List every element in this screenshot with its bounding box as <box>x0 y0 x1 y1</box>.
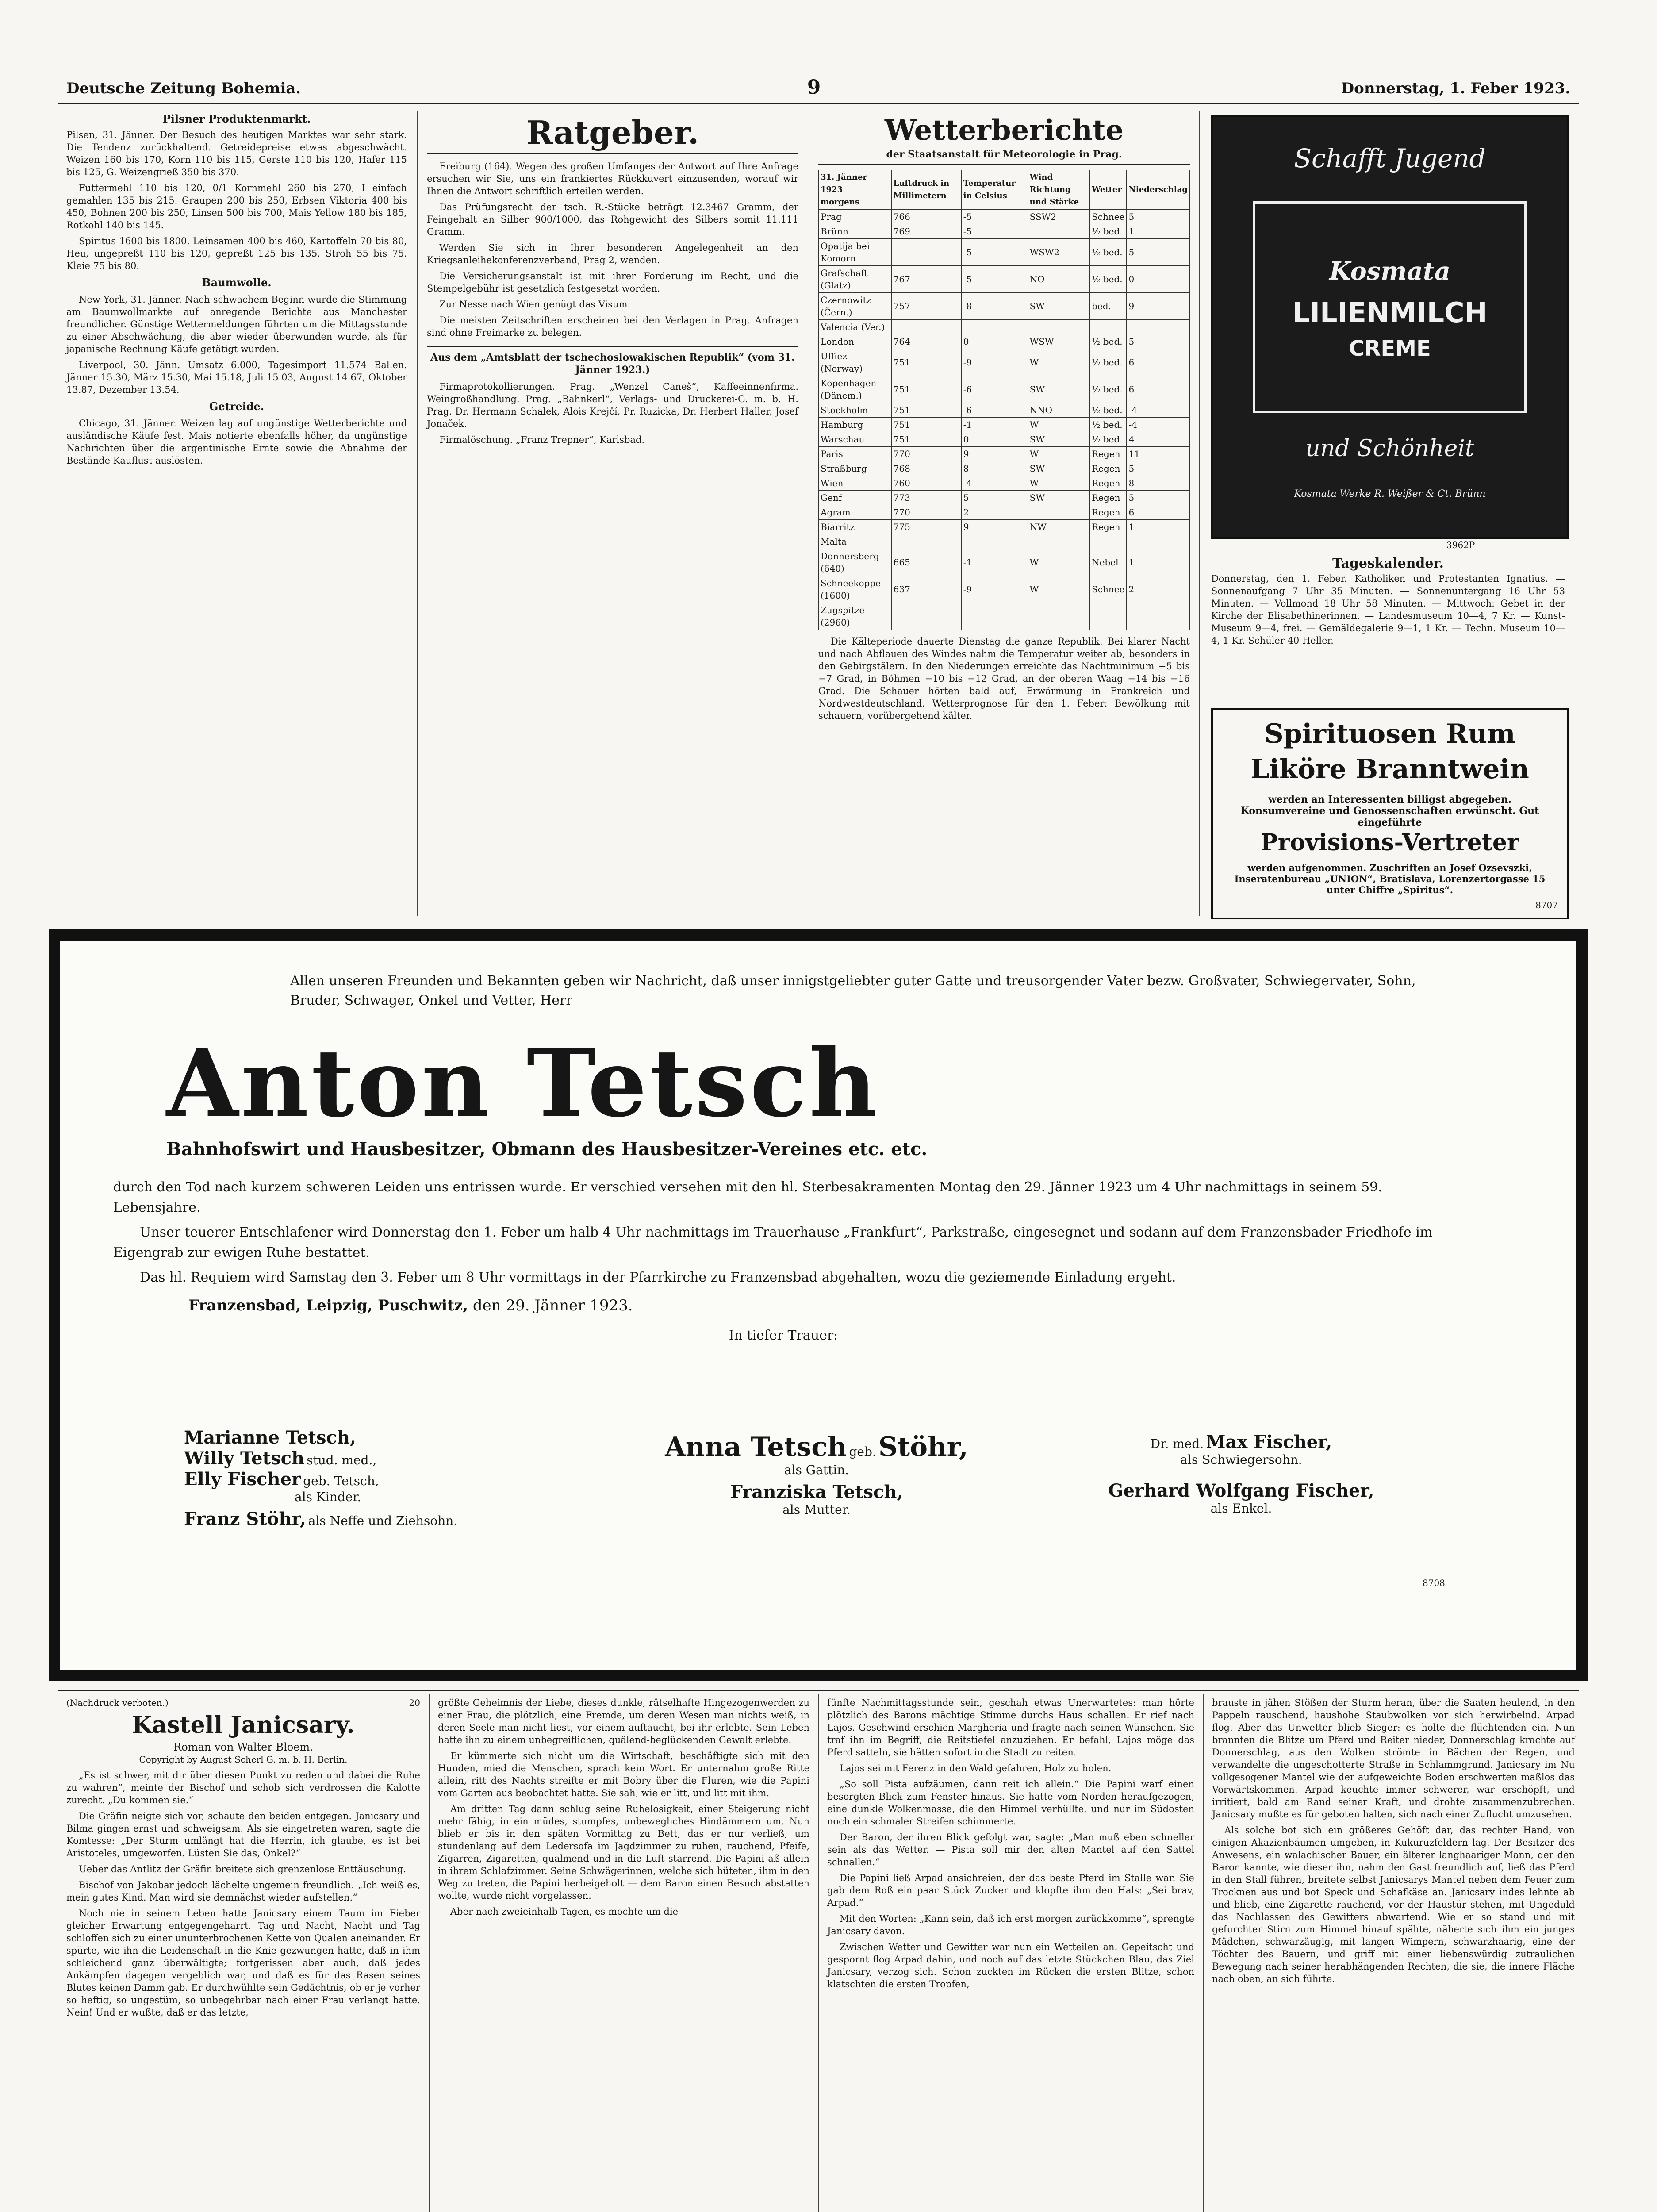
weather-cell: 9 <box>961 447 1028 461</box>
weather-cell: 637 <box>891 576 961 603</box>
signer-title: Dr. med. <box>1150 1436 1204 1451</box>
weather-cell: 6 <box>1127 376 1190 403</box>
weather-cell: ½ bed. <box>1090 266 1127 293</box>
weather-cell: 0 <box>961 334 1028 349</box>
novel-paragraph: „Es ist schwer, mit dir über diesen Punkt zu reden und dabei die Ruhe zu wahren“, meinte der Bischof und schob sich verdrossen die Kalotte zurecht. „Du kommen sie.“ <box>66 1770 420 1805</box>
station-cell: Valencia (Ver.) <box>819 320 892 334</box>
weather-cell: 775 <box>891 520 961 534</box>
novel-paragraph: Noch nie in seinem Leben hatte Janicsary einem Taum im Fieber gleicher Erwartung entgegengeharrt. Tag und Nacht, Nacht und Tag schloffen sich zu einer ununterbrochenen Kette von Qualen aneinander. Er spürte, wie ihn die Leidenschaft in die Knie gezwungen hatte, daß in ihm schleichend ganz überwältigte; fortgerissen aber auch, daß jedes Ankämpfen dagegen vergeblich war, und daß es für das Rasen seines Blutes keinen Damm gab. Er durchwühlte sein Gedächtnis, ob er je vorher so heftig, so ungestüm, so unbegehrbar nach einer Frau verlangt hatte. Nein! Und er wußte, daß er das letzte, <box>66 1908 420 2018</box>
signer-relation: als Enkel. <box>1210 1501 1272 1516</box>
signer-line <box>1042 1432 1440 1452</box>
header-rule <box>58 103 1579 104</box>
weather-cell <box>961 534 1028 549</box>
market-paragraph: Chicago, 31. Jänner. Weizen lag auf ungünstige Wetterberichte und ausländische Käufe fest. Mais notierte ebenfalls höher, da ungünstige Nachrichten über die argentinische Ernte sowie die Abnahme der Bestände Kauflust auslösten. <box>66 418 407 466</box>
obituary-date: den 29. Jänner 1923. <box>472 1297 633 1314</box>
weather-cell: ½ bed. <box>1090 224 1127 239</box>
spirits-line2: Liköre Branntwein <box>1250 754 1529 785</box>
weather-cell: 5 <box>1127 461 1190 476</box>
novel-paragraph: „So soll Pista aufzäumen, dann reit ich allein.“ Die Papini warf einen besorgten Blick zum Fenster hinaus. Sie hatte vom Norden heraufgezogen, eine dunkle Wolkenmasse, die den Himmel verhüllte, und nur im Südosten noch ein schmaler Streifen schimmerte. <box>827 1779 1194 1827</box>
advice-paragraph: Das Prüfungsrecht der tsch. R.-Stücke beträgt 12.3467 Gramm, der Feingehalt an Silber 900/1000, das Rohgewicht des Silbers somit 11.111 Gramm. <box>427 202 798 237</box>
requiem-text: Das hl. Requiem wird Samstag den 3. Feber um 8 Uhr vormittags in der Pfarrkirche zu Franzensbad abgehalten, wozu die geziemende Einladung ergeht. <box>140 1270 1176 1285</box>
weather-cell: -9 <box>961 349 1028 376</box>
column-rule <box>429 1694 430 2212</box>
weather-cell: 5 <box>961 491 1028 505</box>
weather-cell: ½ bed. <box>1090 403 1127 418</box>
weather-header-row <box>819 170 1190 210</box>
market-subsection: Getreide. <box>209 400 265 413</box>
weather-cell: 764 <box>891 334 961 349</box>
weather-cell: 751 <box>891 432 961 447</box>
issue-date: Donnerstag, 1. Feber 1923. <box>1341 80 1570 97</box>
weather-cell: 6 <box>1127 505 1190 520</box>
novel-paragraph: Als solche bot sich ein größeres Gehöft dar, das rechter Hand, von einigen Akazienbäumen umgeben, in Kukuruzfeldern lag. Der Besitzer des Anwesens, ein walachischer Bauer, ein älterer langhaariger Mann, der den Baron kannte, wie dieser ihn, nahm den Gast freundlich auf, ließ das Pferd in den Stall führen, breitete selbst Janicsarys Mantel neben dem Feuer zum Trocknen aus und bot Speck und Schafkäse an. Janicsary indes lehnte ab und blieb, eine Zigarette rauchend, vor der Haustür stehen, mit Ungeduld das Nachlassen des Gewitters abwartend. Wie er so stand und mit gefurchter Stirn zum Himmel hinauf spähte, näherte sich ihm ein junges Mädchen, schwarzäugig, mit langen Wimpern, schwarzhaarig, eine der Töchter des Bauern, und griff mit einer liebenswürdig zutraulichen Bewegung nach seiner herabhängenden Rechten, die sie, die innere Fläche nach oben, an sich führte. <box>1212 1825 1575 1984</box>
calendar-text: Donnerstag, den 1. Feber. Katholiken und Protestanten Ignatius. — Sonnenaufgang 7 Uhr 35 Minuten. — Sonnenuntergang 16 Uhr 53 Minuten. — Vollmond 18 Uhr 58 Minuten. — Mittwoch: Gebet in der Kirche der Elisabethinerinnen. — Landesmuseum 10—4, 7 Kr. — Kunst-Museum 9—4, frei. — Gemäldegalerie 9—1, 1 Kr. — Techn. Museum 10—4, 1 Kr. Schüler 40 Heller. <box>1211 573 1565 646</box>
weather-cell: -4 <box>1127 418 1190 432</box>
novel-paragraph: Zwischen Wetter und Gewitter war nun ein Wetteilen an. Gepeitscht und gespornt flog Arpad dahin, und noch auf das letzte Stückchen Blau, das Ziel Janicsary, verzog sich. Schon zuckten im Rücken die ersten Blitze, schon klatschten die ersten Tropfen, <box>827 1942 1194 1989</box>
weather-cell <box>1090 320 1127 334</box>
paper-title: Deutsche Zeitung Bohemia. <box>66 80 301 97</box>
weather-cell: SW <box>1028 293 1089 320</box>
weather-cell: SW <box>1028 376 1089 403</box>
signer-name: Franz Stöhr, <box>184 1509 306 1529</box>
weather-cell: Regen <box>1090 505 1127 520</box>
obituary-place-date <box>188 1297 1454 1314</box>
widow-name: Anna Tetsch <box>665 1432 847 1463</box>
obituary-place: Franzensbad, Leipzig, Puschwitz, <box>188 1297 468 1314</box>
newspaper-page <box>31 27 1579 2212</box>
weather-cell: W <box>1028 476 1089 491</box>
feuilleton-rule <box>58 1690 1579 1691</box>
signer-relation: als Kinder. <box>295 1490 361 1504</box>
weather-row <box>819 491 1190 505</box>
market-column <box>66 113 407 470</box>
weather-cell: -5 <box>961 210 1028 224</box>
novel-paragraph: Bischof von Jakobar jedoch lächelte ungemein freundlich. „Ich weiß es, mein gutes Kind. Man wird sie demnächst wieder aufstellen.“ <box>66 1880 420 1903</box>
time-label: morgens <box>821 197 859 207</box>
weather-cell: ½ bed. <box>1090 376 1127 403</box>
weather-cell: 768 <box>891 461 961 476</box>
obituary-notice <box>49 929 1588 1681</box>
station-cell: London <box>819 334 892 349</box>
weather-rows <box>819 210 1190 630</box>
weather-cell: SW <box>1028 432 1089 447</box>
weather-row <box>819 210 1190 224</box>
deceased-occupation: Bahnhofswirt und Hausbesitzer, Obmann des Hausbesitzer-Vereines etc. etc. <box>166 1139 928 1160</box>
weather-row <box>819 293 1190 320</box>
weather-cell: 8 <box>961 461 1028 476</box>
weather-cell: -6 <box>961 403 1028 418</box>
weather-cell: -1 <box>961 418 1028 432</box>
station-cell: Prag <box>819 210 892 224</box>
weather-cell <box>891 534 961 549</box>
weather-cell: -5 <box>961 239 1028 266</box>
advice-paragraph: Werden Sie sich in Ihrer besonderen Angelegenheit an den Kriegsanleihekonferenzverband, Prag 2, wenden. <box>427 242 798 265</box>
weather-cell: -6 <box>961 376 1028 403</box>
weather-title: Wetterberichte <box>884 114 1124 147</box>
obituary-text: durch den Tod nach kurzem schweren Leiden uns entrissen wurde. Er verschied versehen mit den hl. Sterbesakramenten Montag den 29. Jänner 1923 um 4 Uhr nachmittags in seinem 59. Lebensjahre. <box>113 1179 1382 1215</box>
market-section-title: Pilsner Produktenmarkt. <box>162 112 311 125</box>
advice-paragraph: Die Versicherungsanstalt ist mit ihrer Forderung im Recht, und die Stempelgebühr ist gesetzlich festgesetzt worden. <box>427 271 798 294</box>
column-header: Temperatur in Celsius <box>961 170 1028 210</box>
market-subsection: Baumwolle. <box>202 276 272 289</box>
widow-line <box>618 1432 1016 1463</box>
novel-paragraph: Ueber das Antlitz der Gräfin breitete sich grenzenlose Enttäuschung. <box>79 1864 407 1874</box>
novel-paragraph: Aber nach zweieinhalb Tagen, es mochte um die <box>450 1906 679 1917</box>
weather-row <box>819 520 1190 534</box>
weather-cell: Regen <box>1090 461 1127 476</box>
weather-cell: 1 <box>1127 549 1190 576</box>
station-cell: Donnersberg (640) <box>819 549 892 576</box>
weather-cell <box>1028 224 1089 239</box>
weather-cell <box>1028 505 1089 520</box>
weather-row <box>819 239 1190 266</box>
weather-cell: 4 <box>1127 432 1190 447</box>
weather-cell: 751 <box>891 376 961 403</box>
station-cell: Zugspitze (2960) <box>819 603 892 630</box>
reprint-notice: (Nachdruck verboten.) <box>66 1697 169 1708</box>
station-cell: Malta <box>819 534 892 549</box>
weather-subtitle: der Staatsanstalt für Meteorologie in Prag. <box>818 148 1190 165</box>
weather-cell: 5 <box>1127 239 1190 266</box>
obituary-content <box>113 972 1454 1588</box>
weather-cell: WSW2 <box>1028 239 1089 266</box>
weather-cell: NW <box>1028 520 1089 534</box>
weather-cell: 0 <box>961 432 1028 447</box>
weather-table <box>818 170 1190 630</box>
weather-row <box>819 320 1190 334</box>
weather-cell: 5 <box>1127 210 1190 224</box>
weather-cell: -8 <box>961 293 1028 320</box>
spirits-line4: Provisions-Vertreter <box>1260 829 1519 856</box>
gazette-paragraph: Firmalöschung. „Franz Trepner“, Karlsbad. <box>439 434 645 445</box>
weather-row <box>819 432 1190 447</box>
weather-row <box>819 349 1190 376</box>
novel-paragraph: Der Baron, der ihren Blick gefolgt war, sagte: „Man muß eben schneller sein als das Wetter. — Pista soll mir den alten Mantel auf den Sattel schnallen.“ <box>827 1832 1194 1867</box>
column-header: Luftdruck in Millimetern <box>891 170 961 210</box>
weather-row <box>819 447 1190 461</box>
ad-frame <box>1253 201 1527 413</box>
weather-cell: WSW <box>1028 334 1089 349</box>
kosmata-ad <box>1211 115 1569 539</box>
weather-cell <box>1090 603 1127 630</box>
station-cell: Uffiez (Norway) <box>819 349 892 376</box>
spirits-line5: werden aufgenommen. Zuschriften an Josef Ozsevszki, Inseratenbureau „UNION“, Bratislava, Lorenzertorgasse 15 unter Chiffre „Spiritus“. <box>1234 862 1546 895</box>
weather-cell: ½ bed. <box>1090 349 1127 376</box>
column-header: Niederschlag <box>1127 170 1190 210</box>
weather-cell: 766 <box>891 210 961 224</box>
station-cell: Opatija bei Komorn <box>819 239 892 266</box>
weather-cell: 6 <box>1127 349 1190 376</box>
novel-paragraph: Lajos sei mit Ferenz in den Wald gefahren, Holz zu holen. <box>840 1763 1112 1774</box>
station-cell: Straßburg <box>819 461 892 476</box>
weather-cell <box>961 320 1028 334</box>
weather-cell: ½ bed. <box>1090 334 1127 349</box>
weather-cell: Regen <box>1090 447 1127 461</box>
weather-cell: Schnee <box>1090 210 1127 224</box>
ad-maker: Kosmata Werke R. Weißer & Ct. Brünn <box>1294 488 1486 499</box>
novel-column-3 <box>827 1697 1194 1994</box>
weather-cell: 769 <box>891 224 961 239</box>
weather-cell: 1 <box>1127 224 1190 239</box>
spirits-code: 8707 <box>1535 900 1558 910</box>
station-cell: Paris <box>819 447 892 461</box>
station-cell: Agram <box>819 505 892 520</box>
weather-cell: Nebel <box>1090 549 1127 576</box>
ad-slogan-top: Schafft Jugend <box>1294 143 1486 173</box>
market-paragraph: Pilsen, 31. Jänner. Der Besuch des heutigen Marktes war sehr stark. Die Tendenz zurückhaltend. Getreidepreise etwas abgeschwächt. Weizen 160 bis 170, Korn 110 bis 115, Gerste 110 bis 120, Hafer 115 bis 125, G. Weizengrieß 350 bis 370. <box>66 130 407 177</box>
weather-cell <box>891 239 961 266</box>
novel-paragraph: Mit den Worten: „Kann sein, daß ich erst morgen zurückkomme“, sprengte Janicsary davon. <box>827 1913 1194 1936</box>
column-header: Wind Richtung und Stärke <box>1028 170 1089 210</box>
market-paragraph: Futtermehl 110 bis 120, 0/1 Kornmehl 260 bis 270, I einfach gemahlen 135 bis 215. Graupen 200 bis 250, Erbsen Viktoria 400 bis 450, Bohnen 200 bis 250, Linsen 500 bis 700, Mais Yellow 180 bis 185, Rotkohl 140 bis 145. <box>66 183 407 230</box>
novel-header-line <box>66 1697 420 1710</box>
weather-cell: Schnee <box>1090 576 1127 603</box>
weather-cell <box>1127 534 1190 549</box>
signer-name: Max Fischer, <box>1206 1432 1332 1452</box>
weather-cell: ½ bed. <box>1090 418 1127 432</box>
advice-title: Ratgeber. <box>427 113 798 154</box>
weather-column <box>818 113 1190 726</box>
weather-cell: 9 <box>961 520 1028 534</box>
signer-name: Elly Fischer <box>184 1469 301 1490</box>
ad-code: 3962P <box>1446 540 1475 550</box>
advice-paragraph: Die meisten Zeitschriften erscheinen bei den Verlagen in Prag. Anfragen sind ohne Freimarke zu belegen. <box>427 315 798 338</box>
page-number: 9 <box>807 76 821 99</box>
weather-cell: SW <box>1028 461 1089 476</box>
novel-paragraph: größte Geheimnis der Liebe, dieses dunkle, rätselhafte Hingezogenwerden zu einer Frau, die plötzlich, eine Fremde, um deren Wesen man nichts weiß, in deren Seele man nicht liest, vor einem auftaucht, bei ihr erlebte. Sein Leben hatte ihn zu einem unbegreiflichen, quälend-beglückenden Gewalt erlebte. <box>438 1697 809 1745</box>
station-cell: Biarritz <box>819 520 892 534</box>
weather-cell: Regen <box>1090 491 1127 505</box>
date-header <box>819 170 892 210</box>
station-cell: Czernowitz (Čern.) <box>819 293 892 320</box>
weather-cell <box>891 320 961 334</box>
signer-suffix: stud. med., <box>307 1453 377 1467</box>
column-rule <box>417 111 418 916</box>
weather-cell: -4 <box>961 476 1028 491</box>
weather-cell: 5 <box>1127 491 1190 505</box>
weather-cell: W <box>1028 447 1089 461</box>
weather-cell: 2 <box>961 505 1028 520</box>
novel-column-2 <box>438 1697 809 1921</box>
weather-text: Die Kälteperiode dauerte Dienstag die ganze Republik. Bei klarer Nacht und nach Abflauen des Windes nahm die Temperatur weiter ab, besonders in den Gebirgstälern. In den Niederungen erreichte das Nachtminimum −5 bis −7 Grad, in Böhmen −10 bis −12 Grad, an der oberen Waag −14 bis −16 Grad. Die Schauer hörten bald auf, Erwärmung in Frankreich und Nordwestdeutschland. Wetterprognose für den 1. Feber: Bewölkung mit schauern, vorübergehend kälter. <box>818 636 1190 721</box>
weather-cell: 8 <box>1127 476 1190 491</box>
calendar-title: Tageskalender. <box>1332 556 1444 571</box>
calendar-block <box>1211 557 1565 650</box>
station-cell: Brünn <box>819 224 892 239</box>
novel-paragraph: Die Papini ließ Arpad ansichreien, der das beste Pferd im Stalle war. Sie gab dem Roß ein paar Stück Zucker und klopfte ihm den Hals: „Sei brav, Arpad.“ <box>827 1873 1194 1908</box>
funeral-text: Unser teuerer Entschlafener wird Donnerstag den 1. Feber um halb 4 Uhr nachmittags im Trauerhause „Frankfurt“, Parkstraße, eingesegnet und sodann auf dem Franzensbader Friedhofe im Eigengrab zur ewigen Ruhe bestattet. <box>113 1225 1433 1260</box>
signer-line <box>184 1469 582 1490</box>
station-cell: Schneekoppe (1600) <box>819 576 892 603</box>
spirits-line3: werden an Interessenten billigst abgegeben. Konsumvereine und Genossenschaften erwünscht. Gut eingeführte <box>1240 794 1539 828</box>
widow-maiden: Stöhr, <box>878 1432 968 1463</box>
weather-cell: -5 <box>961 266 1028 293</box>
novel-paragraph: fünfte Nachmittagsstunde sein, geschah etwas Unerwartetes: man hörte plötzlich des Barons mächtige Stimme durchs Haus schallen. Er rief nach Lajos. Geschwind erschien Margheria und fragte nach seinen Wünschen. Sie traf ihn im Begriff, die Reitstiefel anzuziehen. Er befahl, Lajos möge das Pferd satteln, sie hätten sofort in die Stadt zu reiten. <box>827 1697 1194 1758</box>
novel-paragraph: Die Gräfin neigte sich vor, schaute den beiden entgegen. Janicsary und Bilma gingen ernst und schweigsam. Als sie eingetreten waren, sagte die Komtesse: „Der Sturm umlängt hat die Herrin, ich glaube, es ist bei Aristoteles, umgeworfen. Lüsten Sie das, Onkel?“ <box>66 1811 420 1859</box>
weather-cell <box>1028 320 1089 334</box>
ad-product-type: CREME <box>1349 336 1431 361</box>
weather-cell: -4 <box>1127 403 1190 418</box>
weather-cell: 11 <box>1127 447 1190 461</box>
weather-row <box>819 403 1190 418</box>
signer-name: Gerhard Wolfgang Fischer, <box>1108 1480 1374 1501</box>
weather-cell: SSW2 <box>1028 210 1089 224</box>
ad-slogan-bottom: und Schönheit <box>1305 435 1474 462</box>
station-cell: Grafschaft (Glatz) <box>819 266 892 293</box>
weather-cell: SW <box>1028 491 1089 505</box>
weather-cell: ½ bed. <box>1090 239 1127 266</box>
station-cell: Kopenhagen (Dänem.) <box>819 376 892 403</box>
advice-paragraph: Zur Nesse nach Wien genügt das Visum. <box>439 299 631 310</box>
widow-geb: geb. <box>849 1444 876 1459</box>
weather-cell: 767 <box>891 266 961 293</box>
column-rule <box>1199 111 1200 916</box>
novel-column-1 <box>66 1697 420 2022</box>
weather-cell: 770 <box>891 447 961 461</box>
weather-cell: Regen <box>1090 476 1127 491</box>
column-header: Wetter <box>1090 170 1127 210</box>
weather-row <box>819 576 1190 603</box>
weather-row <box>819 418 1190 432</box>
weather-cell <box>891 603 961 630</box>
weather-cell: Regen <box>1090 520 1127 534</box>
weather-cell: 751 <box>891 349 961 376</box>
signer-name: Franziska Tetsch, <box>730 1482 903 1502</box>
weather-cell: -1 <box>961 549 1028 576</box>
signer-relation: als Schwiegersohn. <box>1180 1452 1302 1467</box>
family-signatures <box>618 1432 1016 1517</box>
spirits-ad <box>1211 708 1569 919</box>
signer-relation: als Mutter. <box>782 1502 851 1517</box>
weather-cell: 751 <box>891 403 961 418</box>
weather-cell: 757 <box>891 293 961 320</box>
weather-cell: 773 <box>891 491 961 505</box>
weather-cell: W <box>1028 549 1089 576</box>
station-cell: Hamburg <box>819 418 892 432</box>
weather-cell: ½ bed. <box>1090 432 1127 447</box>
column-rule <box>818 1694 819 2212</box>
deceased-name: Anton Tetsch <box>166 1029 880 1138</box>
weather-cell <box>1127 603 1190 630</box>
weather-cell: 751 <box>891 418 961 432</box>
weather-cell: 1 <box>1127 520 1190 534</box>
market-paragraph: Liverpool, 30. Jänn. Umsatz 6.000, Tagesimport 11.574 Ballen. Jänner 15.30, März 15.30, Mai 15.18, Juli 15.03, August 14.67, Oktober 13.87, Dezember 13.54. <box>66 360 407 395</box>
station-cell: Genf <box>819 491 892 505</box>
weather-row <box>819 376 1190 403</box>
signer-name: Willy Tetsch <box>184 1448 305 1469</box>
weather-cell: 770 <box>891 505 961 520</box>
weather-row <box>819 476 1190 491</box>
weather-cell <box>961 603 1028 630</box>
column-rule <box>1203 1694 1204 2212</box>
signer-line <box>184 1448 582 1469</box>
ad-brand: Kosmata <box>1329 257 1450 286</box>
weather-cell: -9 <box>961 576 1028 603</box>
weather-cell: NNO <box>1028 403 1089 418</box>
weather-cell: bed. <box>1090 293 1127 320</box>
weather-row <box>819 549 1190 576</box>
weather-cell: 665 <box>891 549 961 576</box>
weather-cell <box>1127 320 1190 334</box>
gazette-paragraph: Firmaprotokollierungen. Prag. „Wenzel Caneš“, Kaffeeinnenfirma. Weingroßhandlung. Prag. „Bahnkerl“, Verlags- und Druckerei-G. m. b. H. Prag. Dr. Hermann Schalek, Alois Krejčí, Pr. Ruzicka, Dr. Herbert Haller, Josef Jonaček. <box>427 381 798 429</box>
signer-suffix: geb. Tetsch, <box>303 1474 379 1488</box>
obituary-code: 8708 <box>1423 1578 1445 1588</box>
signer-line <box>184 1509 582 1529</box>
weather-cell: -5 <box>961 224 1028 239</box>
weather-row <box>819 334 1190 349</box>
gazette-title: Aus dem „Amtsblatt der tschechoslowakischen Republik“ (vom 31. Jänner 1923.) <box>427 346 798 376</box>
weather-cell: 5 <box>1127 334 1190 349</box>
weather-cell: 760 <box>891 476 961 491</box>
station-cell: Stockholm <box>819 403 892 418</box>
advice-column <box>427 113 798 449</box>
market-paragraph: Spiritus 1600 bis 1800. Leinsamen 400 bis 460, Kartoffeln 70 bis 80, Heu, ungepreßt 110 bis 120, gepreßt 125 bis 135, Stroh 55 bis 75. Kleie 75 bis 80. <box>66 236 407 271</box>
children-signatures <box>184 1427 582 1529</box>
weather-cell: W <box>1028 349 1089 376</box>
weather-cell: 9 <box>1127 293 1190 320</box>
weather-cell <box>1090 534 1127 549</box>
novel-title: Kastell Janicsary. <box>132 1712 355 1739</box>
weather-cell: NO <box>1028 266 1089 293</box>
novel-paragraph: Er kümmerte sich nicht um die Wirtschaft, beschäftigte sich mit den Hunden, mied die Menschen, sprach kein Wort. Er unternahm große Ritte allein, ritt des Nachts streifte er mit Bobry über die Fluren, wie die Papini vom Garten aus beobachtet hatte. Sie sah, wie er litt, und litt mit ihm. <box>438 1751 809 1798</box>
weather-cell: 2 <box>1127 576 1190 603</box>
novel-paragraph: Am dritten Tag dann schlug seine Ruhelosigkeit, einer Steigerung nicht mehr fähig, in ein müdes, stumpfes, unbewegliches Hindämmern um. Nun blieb er bis in den späten Vormittag zu Bett, das er nur verließ, um stundenlang auf dem Ledersofa im Jagdzimmer zu ruhen, rauchend, Pfeife, Zigarren, Zigaretten, qualmend und in die Luft starrend. Die Papini aß allein in ihrem Schlafzimmer. Seine Schwägerinnen, welche sich hüteten, ihm in den Weg zu treten, die Papini herbeigeholt — dem Baron einen Besuch abstatten wollte, wurde nicht vorgelassen. <box>438 1804 809 1901</box>
weather-row <box>819 534 1190 549</box>
novel-paragraph: brauste in jähen Stößen der Sturm heran, über die Saaten heulend, in den Pappeln rauschend, haushohe Staubwolken vor sich herwirbelnd. Arpad flog. Aber das Unwetter blieb Sieger: es holte die flüchtenden ein. Nun brannten die Blitze um Pferd und Reiter nieder, Donnerschlag krachte auf Donnerschlag, aus den Wolken strömte in Bächen der Regen, und verwandelte die ungeschotterte Straße in Schlammgrund. Janicsary im Nu vollgesogener Mantel wie der aufgeweichte Boden erschwerten maßlos das Vorwärtskommen. Arpad keuchte immer schwerer, war erschöpft, und irritiert, bald am Rand seiner Kraft, und drohte zusammenzubrechen. Janicsary mußte es für geboten halten, sich nach einer Zuflucht umzusehen. <box>1212 1697 1575 1820</box>
weather-row <box>819 224 1190 239</box>
ad-product: LILIENMILCH <box>1292 296 1488 329</box>
weather-cell: W <box>1028 418 1089 432</box>
weather-row <box>819 603 1190 630</box>
weather-cell <box>1028 603 1089 630</box>
inlaw-signatures <box>1042 1432 1440 1516</box>
novel-column-4 <box>1212 1697 1575 1989</box>
weather-row <box>819 505 1190 520</box>
weather-cell <box>1028 534 1089 549</box>
weather-cell: W <box>1028 576 1089 603</box>
novel-copyright: Copyright by August Scherl G. m. b. H. Berlin. <box>139 1754 348 1765</box>
signer-name: Marianne Tetsch, <box>184 1427 356 1448</box>
advice-paragraph: Freiburg (164). Wegen des großen Umfanges der Antwort auf Ihre Anfrage ersuchen wir Sie, uns ein frankiertes Rückkuvert einzusenden, worauf wir Ihnen die Antwort schriftlich erteilen werden. <box>427 161 798 196</box>
weather-row <box>819 266 1190 293</box>
date-label: 31. Jänner 1923 <box>821 173 867 194</box>
installment-number: 20 <box>409 1697 420 1708</box>
mourning-label: In tiefer Trauer: <box>729 1328 838 1343</box>
weather-row <box>819 461 1190 476</box>
station-cell: Warschau <box>819 432 892 447</box>
novel-subtitle: Roman von Walter Bloem. <box>173 1741 313 1753</box>
market-paragraph: New York, 31. Jänner. Nach schwachem Beginn wurde die Stimmung am Baumwollmarkte auf anregende Berichte aus Manchester freundlicher. Günstige Wettermeldungen führten um die Mittagsstunde zu einer Abschwächung, die aber wieder überwunden wurde, als für japanische Rechnung Käufe getätigt wurden. <box>66 294 407 354</box>
station-cell: Wien <box>819 476 892 491</box>
weather-cell: 0 <box>1127 266 1190 293</box>
obituary-intro: Allen unseren Freunden und Bekannten geben wir Nachricht, daß unser innigstgeliebter guter Gatte und treusorgender Vater bezw. Großvater, Schwiegervater, Sohn, Bruder, Schwager, Onkel und Vetter, Herr <box>290 973 1416 1008</box>
signer-relation: als Gattin. <box>784 1463 849 1477</box>
spirits-line1: Spirituosen Rum <box>1264 718 1515 749</box>
signer-relation: als Neffe und Ziehsohn. <box>308 1513 458 1528</box>
